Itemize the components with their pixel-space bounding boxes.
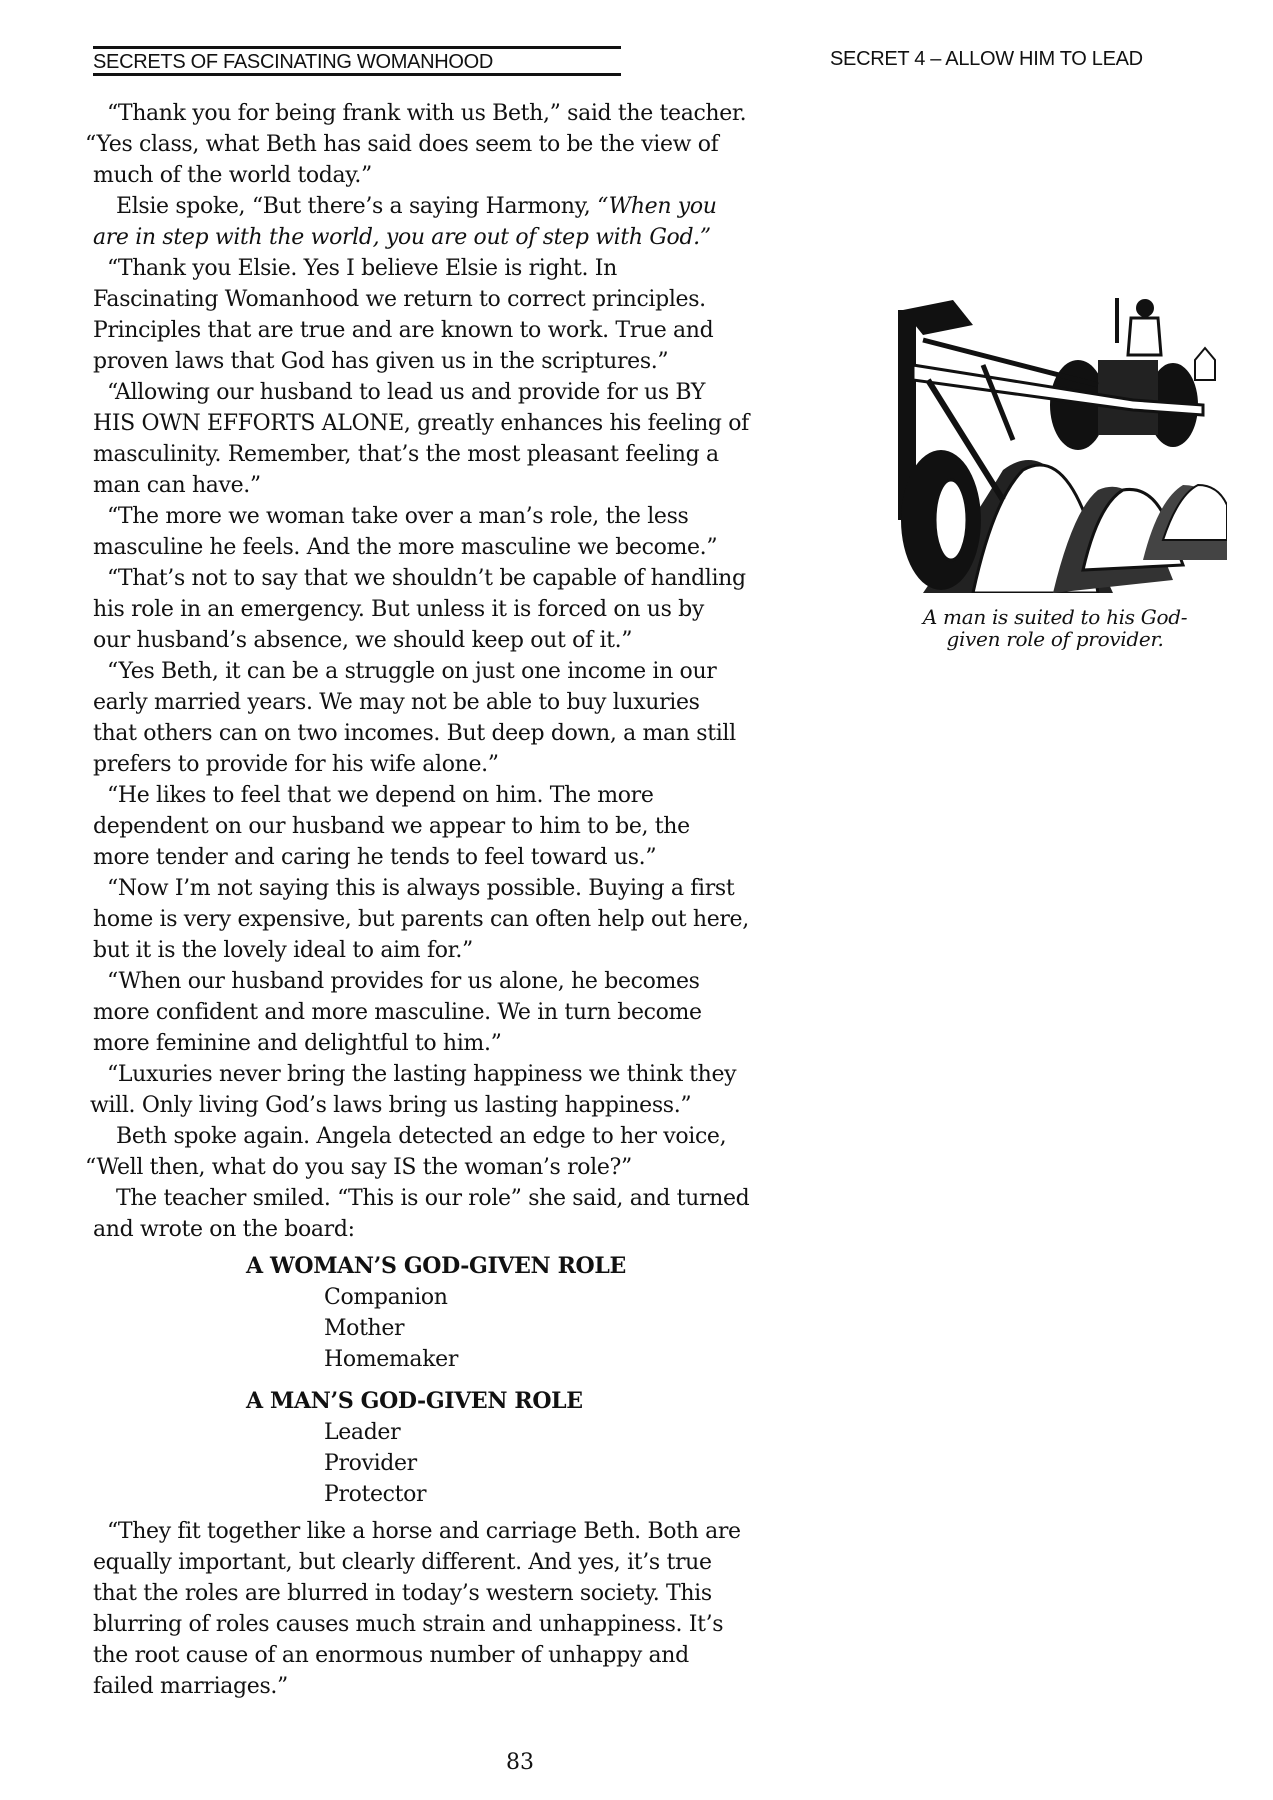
text-line: “Well then, what do you say IS the woman’s role?” [85, 1155, 632, 1180]
text-line: and wrote on the board: [93, 1217, 355, 1242]
text-line: masculine he feels. And the more masculine we become.” [93, 535, 718, 560]
text-line: proven laws that God has given us in the scriptures.” [93, 349, 669, 374]
text-line: our husband’s absence, we should keep out of it.” [93, 628, 633, 653]
text-line: Principles that are true and are known to work. True and [93, 318, 714, 343]
page-number: 83 [506, 1750, 534, 1775]
role-item: Protector [324, 1482, 427, 1507]
role-item: Homemaker [324, 1347, 459, 1372]
role-item: Companion [324, 1285, 448, 1310]
text-line: “When our husband provides for us alone, he becomes [107, 969, 700, 994]
running-header-chapter-title: SECRET 4 – ALLOW HIM TO LEAD [830, 48, 1143, 70]
italic-quote: are in step with the world, you are out of step with God.” [93, 225, 711, 250]
text-line: more feminine and delightful to him.” [93, 1031, 502, 1056]
text-line: equally important, but clearly different. And yes, it’s true [93, 1550, 712, 1575]
figure-caption [870, 606, 1240, 650]
text-line: much of the world today.” [93, 163, 372, 188]
text-line: more confident and more masculine. We in turn become [93, 1000, 702, 1025]
text-line [0, 191, 880, 222]
text-line: failed marriages.” [93, 1674, 288, 1699]
text-line: blurring of roles causes much strain and unhappiness. It’s [93, 1612, 724, 1637]
text-line: HIS OWN EFFORTS ALONE, greatly enhances his feeling of [93, 411, 749, 436]
text-line: man can have.” [93, 473, 261, 498]
text-line: more tender and caring he tends to feel toward us.” [93, 845, 657, 870]
text-line: that others can on two incomes. But deep down, a man still [93, 721, 736, 746]
text-line: but it is the lovely ideal to aim for.” [93, 938, 473, 963]
text-line: prefers to provide for his wife alone.” [93, 752, 499, 777]
text-line: “Luxuries never bring the lasting happiness we think they [107, 1062, 737, 1087]
text-line: the root cause of an enormous number of unhappy and [93, 1643, 689, 1668]
text-line: early married years. We may not be able to buy luxuries [93, 690, 700, 715]
body-text [0, 98, 880, 1702]
text-line: “That’s not to say that we shouldn’t be capable of handling [107, 566, 746, 591]
text-line: his role in an emergency. But unless it is forced on us by [93, 597, 704, 622]
running-header-book-title [93, 46, 621, 76]
text-line: will. Only living God’s laws bring us lasting happiness.” [90, 1093, 692, 1118]
caption-line: A man is suited to his God- [922, 605, 1188, 629]
woman-role-heading: A WOMAN’S GOD-GIVEN ROLE [246, 1253, 626, 1279]
role-item: Mother [324, 1316, 405, 1341]
text-line: The teacher smiled. “This is our role” she said, and turned [116, 1186, 750, 1211]
text-line: Beth spoke again. Angela detected an edge to her voice, [116, 1124, 727, 1149]
text-line: dependent on our husband we appear to him to be, the [93, 814, 690, 839]
italic-quote: “When you [597, 194, 717, 219]
text-line: “They fit together like a horse and carriage Beth. Both are [107, 1519, 741, 1544]
text-line: that the roles are blurred in today’s western society. This [93, 1581, 712, 1606]
text-line: Fascinating Womanhood we return to correct principles. [93, 287, 706, 312]
text-line: “Now I’m not saying this is always possible. Buying a first [107, 876, 735, 901]
tractor-plough-illustration [883, 270, 1227, 593]
text-line: “Thank you Elsie. Yes I believe Elsie is right. In [107, 256, 617, 281]
book-title: SECRETS OF FASCINATING WOMANHOOD [93, 51, 494, 73]
text-line-italic [0, 222, 880, 253]
text-line: “He likes to feel that we depend on him. The more [107, 783, 654, 808]
text-line: “Yes class, what Beth has said does seem to be the view of [85, 132, 719, 157]
caption-line: given role of provider. [946, 627, 1164, 651]
text-line: masculinity. Remember, that’s the most pleasant feeling a [93, 442, 719, 467]
text-fragment: Elsie spoke, “But there’s a saying Harmony, [116, 194, 598, 219]
text-line: “Yes Beth, it can be a struggle on just one income in our [107, 659, 717, 684]
man-role-heading: A MAN’S GOD-GIVEN ROLE [246, 1388, 583, 1414]
role-item: Provider [324, 1451, 417, 1476]
text-line: “Allowing our husband to lead us and provide for us BY [107, 380, 706, 405]
text-line: “The more we woman take over a man’s role, the less [107, 504, 689, 529]
text-line: home is very expensive, but parents can often help out here, [93, 907, 749, 932]
role-item: Leader [324, 1420, 401, 1445]
text-line: “Thank you for being frank with us Beth,” said the teacher. [107, 101, 747, 126]
